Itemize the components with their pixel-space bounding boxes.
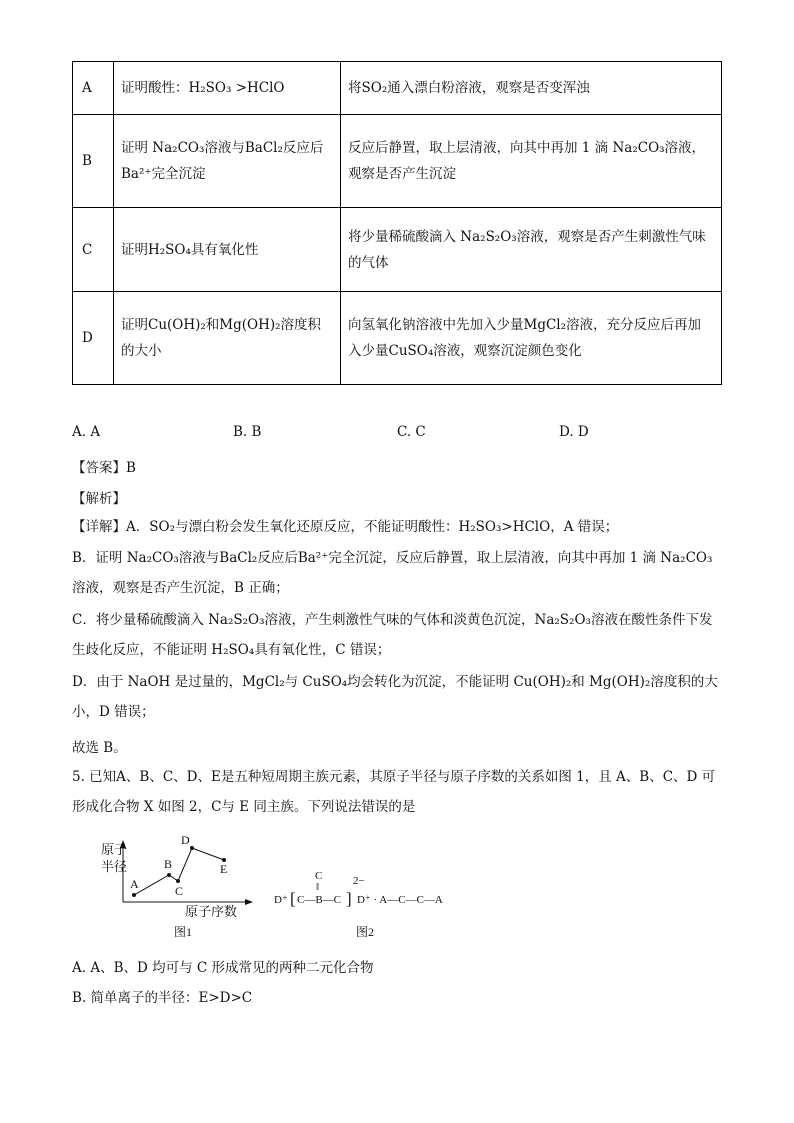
explanation-a: 【详解】A．SO₂与漂白粉会发生氧化还原反应，不能证明酸性：H₂SO₃>HClO，A 错误；: [72, 519, 619, 535]
anion-charge: 2−: [353, 875, 365, 887]
point-label-a: A: [130, 877, 139, 891]
row-operation: 将少量稀硫酸滴入 Na₂S₂O₃溶液，观察是否产生刺激性气味的气体: [341, 208, 722, 292]
analysis-title: 【解析】: [72, 491, 126, 507]
row-label: B: [73, 115, 114, 208]
point-c: [176, 879, 180, 883]
option-b: B. 简单离子的半径：E>D>C: [72, 990, 253, 1006]
point-label-c: C: [175, 884, 184, 898]
answer-line: 【答案】B: [72, 460, 136, 476]
anion-body: C—B—C: [297, 894, 342, 906]
table-row: [73, 62, 722, 115]
row-purpose: 证明酸性：H₂SO₃ >HClO: [114, 62, 341, 115]
right-part: D⁺ · A—C—C—A: [357, 894, 443, 906]
point-label-d: D: [181, 833, 190, 847]
point-d: [190, 846, 194, 850]
row-operation: 将SO₂通入漂白粉溶液，观察是否变浑浊: [341, 62, 722, 115]
x-label: 原子序数: [185, 904, 238, 919]
point-b: [167, 873, 171, 877]
question-5-stem: 5. 已知A、B、C、D、E是五种短周期主族元素，其原子半径与原子序数的关系如图 1，且 A、B、C、D 可形成化合物 X 如图 2，C与 E 同主族。下列说法错误的是: [72, 769, 716, 815]
point-label-e: E: [220, 862, 228, 876]
table-row: [73, 115, 722, 208]
double-bond: ‖: [316, 881, 320, 893]
row-label: C: [73, 208, 114, 292]
x-axis-arrow: [245, 899, 253, 905]
left-cation: D⁺: [274, 894, 288, 906]
experiment-table: [72, 61, 722, 385]
y-label-line-2: 半径: [101, 859, 128, 874]
table-row: [73, 208, 722, 292]
row-label: D: [73, 292, 114, 385]
choice-a: A. A: [72, 424, 101, 440]
point-label-b: B: [164, 857, 173, 871]
row-label: A: [73, 62, 114, 115]
choice-c: C. C: [397, 424, 426, 440]
point-a: [132, 893, 136, 897]
row-operation: 反应后静置，取上层清液，向其中再加 1 滴 Na₂CO₃溶液，观察是否产生沉淀: [341, 115, 722, 208]
y-label-line-1: 原子: [101, 842, 128, 857]
top-atom: C: [315, 870, 323, 882]
explanation-c: C．将少量稀硫酸滴入 Na₂S₂O₃溶液，产生刺激性气味的气体和淡黄色沉淀，Na₂S₂O₃溶液在酸性条件下发生歧化反应，不能证明 H₂SO₄具有氧化性，C 错误；: [72, 612, 713, 658]
row-purpose: 证明 Na₂CO₃溶液与BaCl₂反应后Ba²⁺完全沉淀: [114, 115, 341, 208]
table-row: [73, 292, 722, 385]
bracket-right: ]: [346, 889, 352, 908]
bracket-left: [: [290, 889, 296, 908]
option-a: A. A、B、D 均可与 C 形成常见的两种二元化合物: [72, 960, 374, 976]
figure-2-caption: 图2: [356, 925, 375, 939]
figure-1-caption: 图1: [174, 925, 193, 939]
figure-2-structure: [268, 862, 468, 940]
explanation-b: B．证明 Na₂CO₃溶液与BaCl₂反应后Ba²⁺完全沉淀，反应后静置，取上层清液，向其中再加 1 滴 Na₂CO₃溶液，观察是否产生沉淀，B 正确；: [72, 550, 713, 596]
choice-d: D. D: [559, 424, 589, 440]
choice-b: B. B: [233, 424, 262, 440]
figure-1-radius-plot: [96, 830, 256, 940]
explanation-d: D．由于 NaOH 是过量的，MgCl₂与 CuSO₄均会转化为沉淀，不能证明 Cu(OH)₂和 Mg(OH)₂溶度积的大小，D 错误；: [72, 674, 718, 720]
explanation-conclusion: 故选 B。: [72, 740, 127, 756]
row-purpose: 证明Cu(OH)₂和Mg(OH)₂溶度积的大小: [114, 292, 341, 385]
answer-choices: [72, 424, 722, 444]
row-purpose: 证明H₂SO₄具有氧化性: [114, 208, 341, 292]
row-operation: 向氢氧化钠溶液中先加入少量MgCl₂溶液，充分反应后再加入少量CuSO₄溶液，观察沉淀颜色变化: [341, 292, 722, 385]
